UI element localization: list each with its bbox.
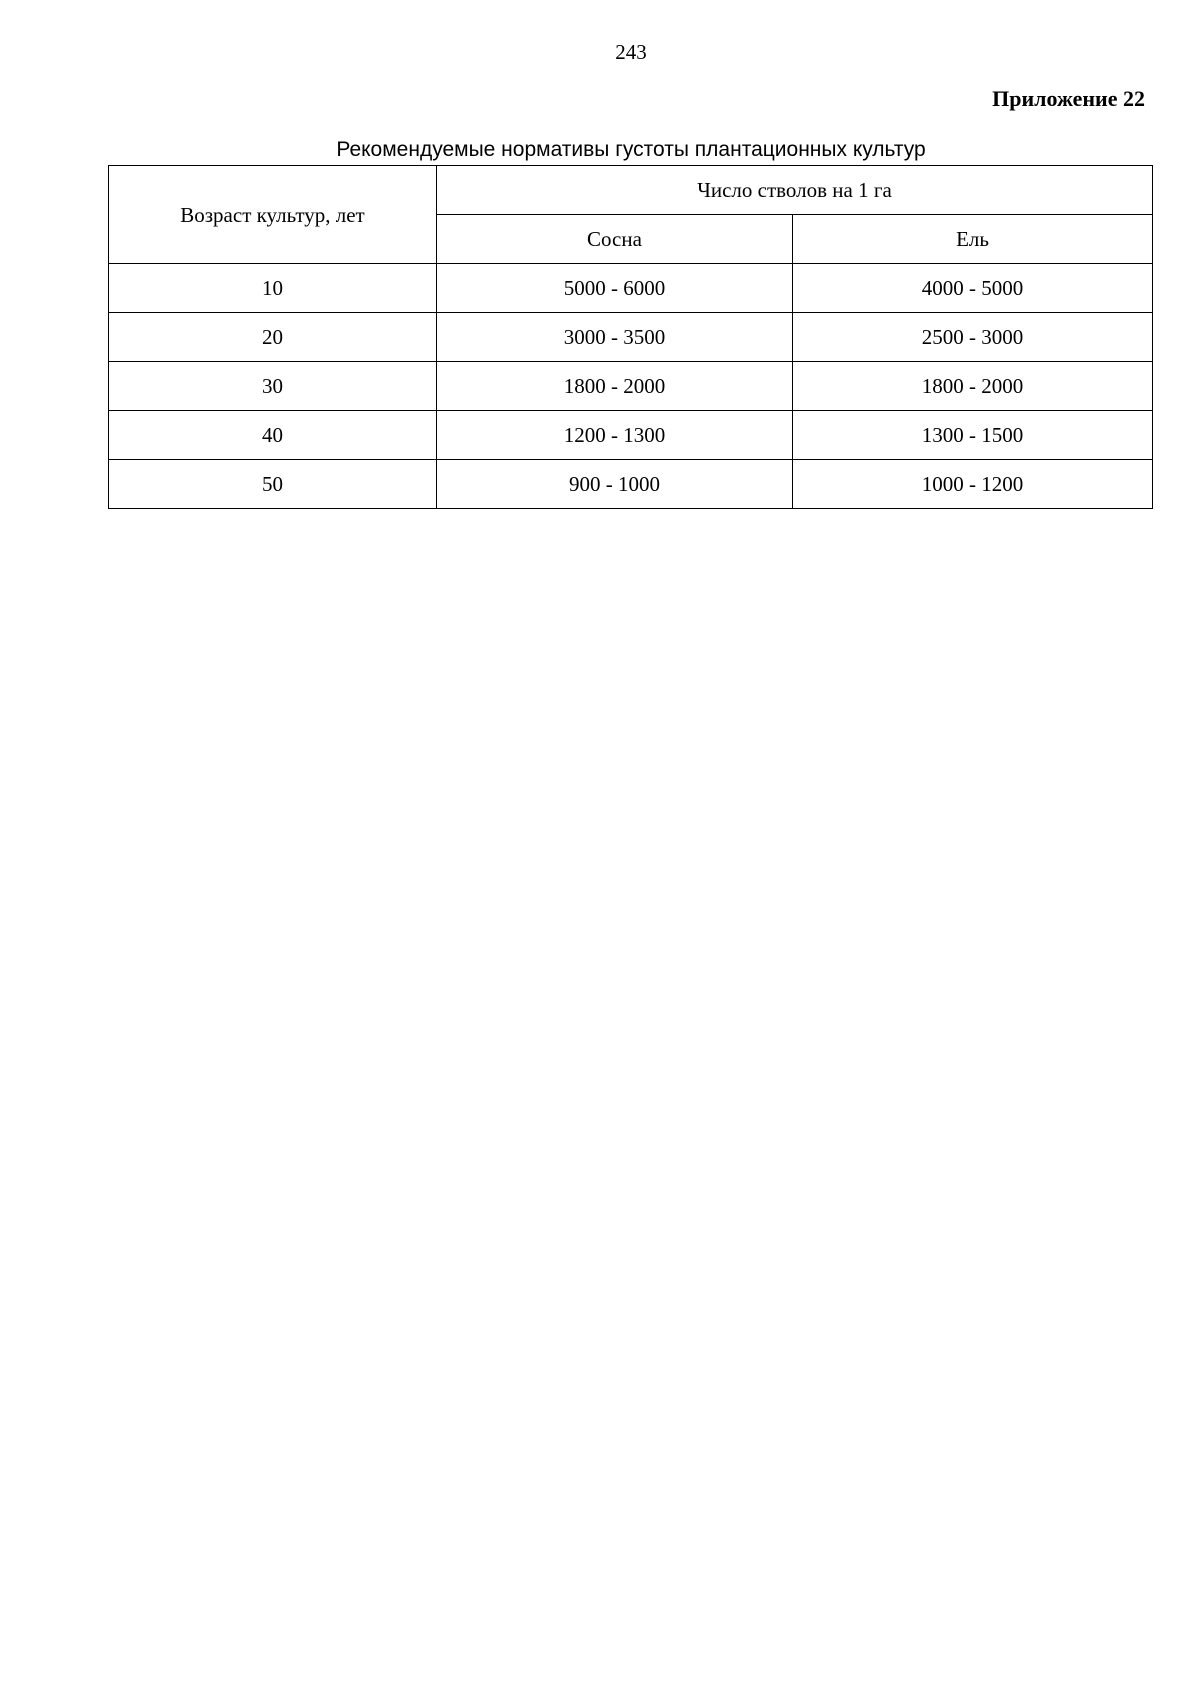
- cell-pine: 3000 - 3500: [437, 313, 793, 362]
- cell-spruce: 1000 - 1200: [793, 460, 1153, 509]
- cell-spruce: 1800 - 2000: [793, 362, 1153, 411]
- cell-pine: 1200 - 1300: [437, 411, 793, 460]
- table-header-row: [109, 166, 1153, 215]
- cell-spruce: 4000 - 5000: [793, 264, 1153, 313]
- table-row: [109, 362, 1153, 411]
- table-row: [109, 460, 1153, 509]
- header-trunks-per-ha: Число стволов на 1 га: [437, 166, 1153, 215]
- cell-pine: 900 - 1000: [437, 460, 793, 509]
- header-spruce: Ель: [793, 215, 1153, 264]
- table-row: [109, 313, 1153, 362]
- cell-pine: 1800 - 2000: [437, 362, 793, 411]
- table-caption: Рекомендуемые нормативы густоты плантационных культур: [336, 138, 926, 161]
- cell-spruce: 2500 - 3000: [793, 313, 1153, 362]
- table-row: [109, 411, 1153, 460]
- cell-spruce: 1300 - 1500: [793, 411, 1153, 460]
- cell-age: 10: [109, 264, 437, 313]
- density-norms-table: [108, 165, 1153, 509]
- cell-age: 50: [109, 460, 437, 509]
- header-pine: Сосна: [437, 215, 793, 264]
- header-age: Возраст культур, лет: [109, 166, 437, 264]
- page-number: 243: [615, 40, 647, 64]
- cell-age: 30: [109, 362, 437, 411]
- cell-age: 20: [109, 313, 437, 362]
- appendix-label: Приложение 22: [992, 86, 1145, 111]
- table-row: [109, 264, 1153, 313]
- cell-age: 40: [109, 411, 437, 460]
- cell-pine: 5000 - 6000: [437, 264, 793, 313]
